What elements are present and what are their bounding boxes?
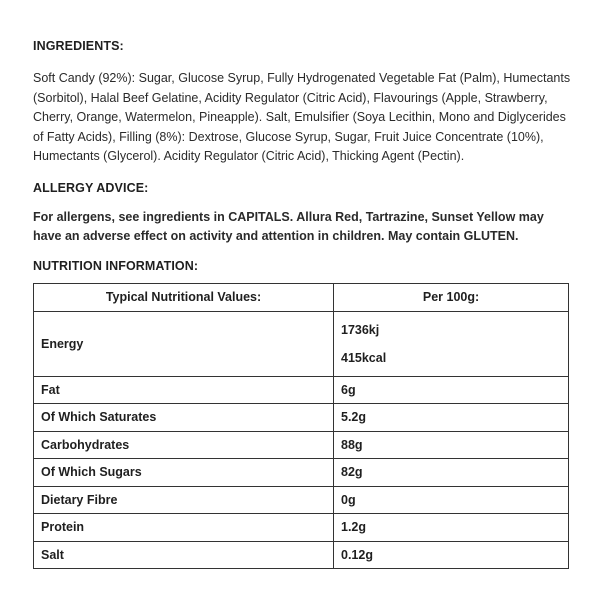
nutrient-name: Protein xyxy=(34,514,334,542)
ingredients-heading: INGREDIENTS: xyxy=(33,39,124,53)
nutrient-value: 1.2g xyxy=(334,514,569,542)
allergy-heading: ALLERGY ADVICE: xyxy=(33,180,149,195)
nutrition-table xyxy=(33,283,569,570)
nutrition-heading: NUTRITION INFORMATION: xyxy=(33,258,199,273)
nutrient-value: 82g xyxy=(334,459,569,487)
table-row xyxy=(34,541,569,569)
nutrition-header-row xyxy=(34,283,569,311)
nutrient-name: Carbohydrates xyxy=(34,431,334,459)
table-row-energy xyxy=(34,311,569,376)
energy-values xyxy=(334,311,569,376)
nutrient-name: Dietary Fibre xyxy=(34,486,334,514)
energy-kj: 1736kj xyxy=(341,322,380,337)
nutrient-value: 0g xyxy=(334,486,569,514)
table-row xyxy=(34,459,569,487)
nutrient-value: 88g xyxy=(334,431,569,459)
allergy-text: For allergens, see ingredients in CAPITALS. Allura Red, Tartrazine, Sunset Yellow may have an adverse effect on activity and attention in children. May contain GLUTEN. xyxy=(33,209,544,243)
column-header-nutrient: Typical Nutritional Values: xyxy=(34,283,334,311)
nutrient-value: 6g xyxy=(334,376,569,404)
ingredients-text: Soft Candy (92%): Sugar, Glucose Syrup, Fully Hydrogenated Vegetable Fat (Palm), Humectants (Sorbitol), Halal Beef Gelatine, Acidity Regulator (Citric Acid), Flavourings (Apple, Strawberry, Cherry, Orange, Watermelon, Pineapple). Salt, Emulsifier (Soya Lecithin, Mono and Diglycerides of Fatty Acids), Filling (8%): Dextrose, Glucose Syrup, Sugar, Fruit Juice Concentrate (10%), Humectants (Glycerol). Acidity Regulator (Citric Acid), Thicking Agent (Pectin). xyxy=(33,71,571,163)
nutrient-value: 0.12g xyxy=(334,541,569,569)
column-header-per-100g: Per 100g: xyxy=(334,283,569,311)
energy-kcal: 415kcal xyxy=(341,350,387,365)
table-row xyxy=(34,404,569,432)
table-row xyxy=(34,486,569,514)
nutrient-value: 5.2g xyxy=(334,404,569,432)
table-row xyxy=(34,514,569,542)
table-row xyxy=(34,431,569,459)
nutrient-name: Of Which Saturates xyxy=(34,404,334,432)
nutrient-name: Of Which Sugars xyxy=(34,459,334,487)
product-info-page xyxy=(33,38,573,569)
nutrient-name: Salt xyxy=(34,541,334,569)
table-row xyxy=(34,376,569,404)
nutrient-name: Fat xyxy=(34,376,334,404)
energy-label: Energy xyxy=(34,311,334,376)
